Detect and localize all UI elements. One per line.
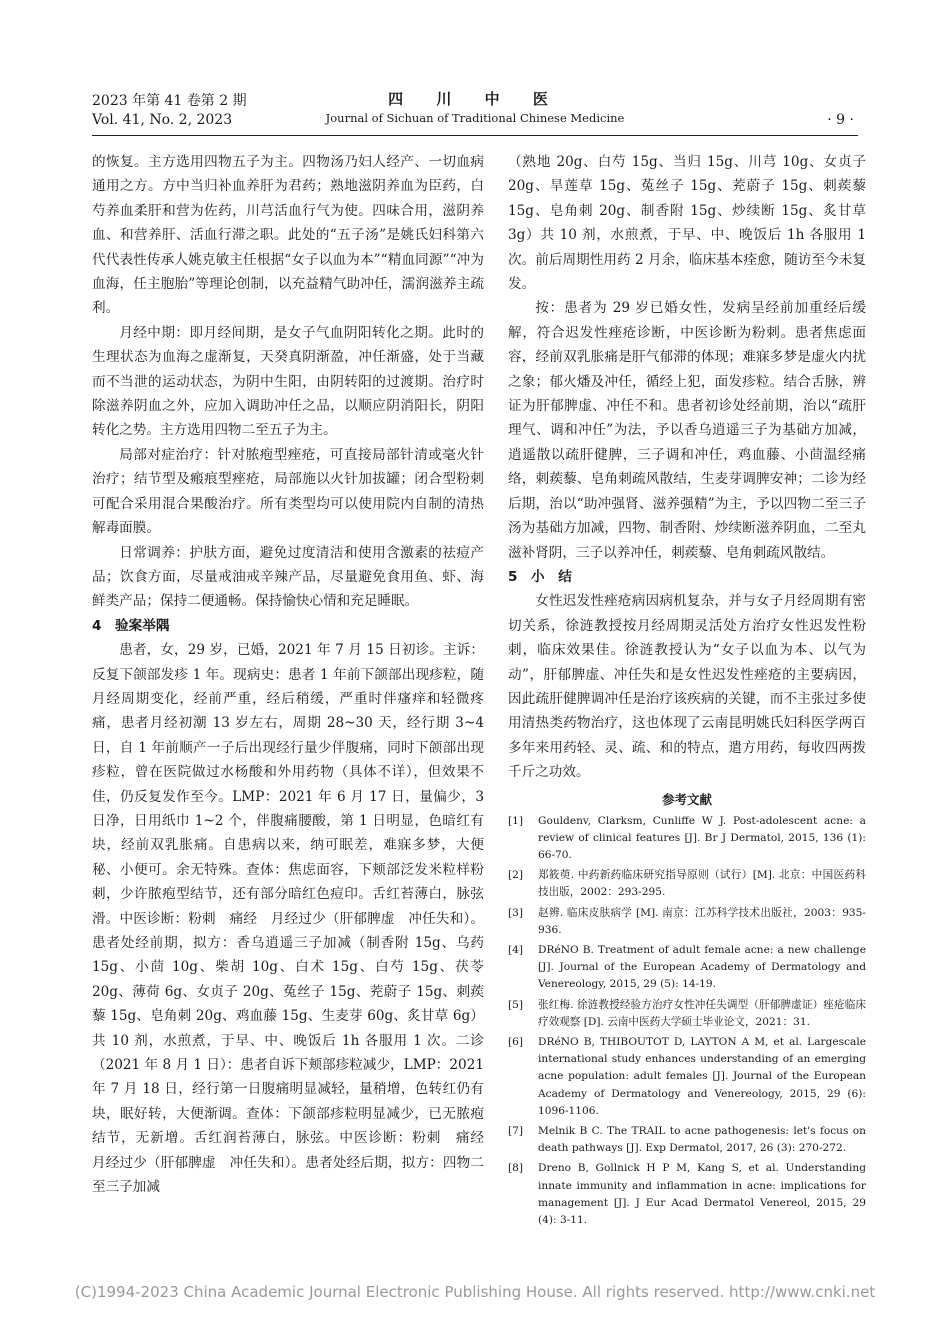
reference-item [508,867,866,901]
reference-number: [8] [508,1162,524,1175]
reference-text: Dreno B, Gollnick H P M, Kang S, et al. Understanding innate immunity and inflammation in acne: implications for management [J]. J Eur Acad Dermatol Venereol, 2015, 29 (4): 3-11. [538,1162,866,1227]
reference-item [508,813,866,865]
body-paragraph: 局部对症治疗：针对脓疱型痤疮，可直接局部针清或毫火针治疗；结节型及瘢痕型痤疮，局部施以火针加拔罐；闭合型粉刺可配合采用混合果酸治疗。所有类型均可以使用院内自制的清热解毒面膜。 [92,446,484,537]
commentary-paragraph: 按：患者为 29 岁已婚女性，发病呈经前加重经后缓解，符合迟发性痤疮诊断，中医诊断为粉刺。患者焦虑面容，经前双乳胀痛是肝气郁滞的体现；难寐多梦是虚火内扰之象；郁火燔及冲任，循经上犯，面发疹粒。结合舌脉，辨证为肝郁脾虚、冲任不和。患者初诊处经前期，治以“疏肝理气、调和冲任”为法，予以香乌逍遥三子为基础方加减，逍遥散以疏肝健脾，三子调和冲任，鸡血藤、小茴温经痛络，刺蒺藜、皂角刺疏风散结，生麦芽调脾安神；二诊为经后期，治以“助冲强肾、滋养强精”为主，予以四物二至三子汤为基础方加减，四物、制香附、炒续断滋养阴血，二至丸滋补肾阴，三子以养冲任，刺蒺藜、皂角刺疏风散结。 [508,300,866,561]
reference-item [508,997,866,1031]
reference-number: [2] [508,869,524,882]
reference-number: [1] [508,814,524,827]
body-paragraph: （熟地 20g、白芍 15g、当归 15g、川芎 10g、女贞子 20g、旱莲草 15g、菟丝子 15g、茺蔚子 15g、刺蒺藜 15g、皂角刺 20g、制香附 15g、炒续断 15g、炙甘草 3g）共 10 剂，水煎煮，于早、中、晚饭后 1h 各服用 1 次。前后周期性用药 2 月余，临床基本痊愈，随访至今未复发。 [508,154,866,293]
page-number: · 9 · [827,112,854,128]
reference-text: 张红梅. 徐涟教授经验方治疗女性冲任失调型（肝郁脾虚证）痤疮临床疗效观察 [D]. 云南中医药大学硕士毕业论文，2021：31. [538,998,866,1028]
section-heading-summary: 5 小 结 [508,568,572,585]
journal-title-en: Journal of Sichuan of Traditional Chinese Medicine [325,111,625,125]
reference-list [508,813,866,1230]
reference-number: [7] [508,1125,524,1138]
page-header [92,90,858,132]
references-heading: 参考文献 [661,791,712,807]
header-rule [92,135,858,136]
reference-item [508,1034,866,1120]
reference-number: [5] [508,998,524,1011]
reference-text: Melnik B C. The TRAIL to acne pathogenesis: let's focus on death pathways [J]. Exp Dermatol, 2017, 26 (3): 270-272. [538,1125,866,1155]
journal-title-block [92,90,858,128]
case-paragraph: 患者，女，29 岁，已婚，2021 年 7 月 15 日初诊。主诉：反复下颌部发疹 1 年。现病史：患者 1 年前下颌部出现疹粒，随月经周期变化，经前严重，经后稍缓，严重时伴瘙痒和轻微疼痛，患者月经初潮 13 岁左右，周期 28~30 天，经行期 3~4 日，自 1 年前顺产一子后出现经行量少伴腹痛，同时下颌部出现疹粒，曾在医院做过水杨酸和外用药物（具体不详），但效果不佳，仍反复发作至今。LMP：2021 年 6 月 17 日，量偏少，3 日净，日用纸巾 1~2 个，伴腹痛腰酸，第 1 日明显，色暗红有块，经前双乳胀痛。自患病以来，纳可眠差，难寐多梦，大便秘、小便可。余无特殊。查体：焦虑面容，下颊部泛发米粒样粉刺，少许脓疱型结节，还有部分暗红色痘印。舌红苔薄白，脉弦滑。中医诊断：粉刺 痛经 月经过少（肝郁脾虚 冲任失和）。患者处经前期，拟方：香乌逍遥三子加减（制香附 15g、乌药 15g、小茴 10g、柴胡 10g、白术 15g、白芍 15g、茯苓 20g、薄荷 6g、女贞子 20g、菟丝子 15g、茺蔚子 15g、刺蒺藜 15g、皂角刺 20g、鸡血藤 15g、生麦芽 60g、炙甘草 6g）共 10 剂，水煎煮，于早、中、晚饭后 1h 各服用 1 次。二诊（2021 年 8 月 1 日）：患者自诉下颊部疹粒减少，LMP：2021 年 7 月 18 日，经行第一日腹痛明显减轻，量稍增，色转红仍有块，眠好转，大便渐调。查体：下颌部疹粒明显减少，已无脓疱结节，无新增。舌红润苔薄白，脉弦。中医诊断：粉刺 痛经 月经过少（肝郁脾虚 冲任失和）。患者处经后期，拟方：四物二至三子加减 [92,642,498,1196]
body-paragraph: 月经中期：即月经间期，是女子气血阴阳转化之期。此时的生理状态为血海之虚渐复，天癸真阴渐盈，冲任渐盛，处于当藏而不当泄的运动状态，为阴中生阳，由阴转阳的过渡期。治疗时除滋养阴血之外，应加入调助冲任之品，以顺应阴消阳长，阴阳转化之势。主方选用四物二至五子为主。 [92,324,484,439]
issue-cn: 2023 年第 41 卷第 2 期 [92,93,247,109]
reference-number: [6] [508,1036,524,1048]
reference-item [508,1123,866,1157]
reference-text: 郑筱萸. 中药新药临床研究指导原则（试行）[M]. 北京：中国医药科技出版，2002：293-295. [538,869,866,899]
journal-title-cn: 四 川 中 医 [388,90,562,108]
issue-en: Vol. 41, No. 2, 2023 [92,112,233,128]
reference-item [508,942,866,994]
reference-item [508,1160,866,1229]
summary-paragraph: 女性迟发性痤疮病因病机复杂，并与女子月经周期有密切关系，徐涟教授按月经周期灵活处方治疗女性迟发性粉刺，临床效果佳。徐涟教授认为“女子以血为本、以气为动”，肝郁脾虚、冲任失和是女性迟发性痤疮的主要病因，因此疏肝健脾调冲任是治疗该疾病的关键，而不主张过多使用清热类药物治疗，这也体现了云南昆明姚氏妇科医学两百多年来用药轻、灵、疏、和的特点，遣方用药，每收四两拨千斤之功效。 [508,593,866,781]
body-paragraph: 的恢复。主方选用四物五子为主。四物汤乃妇人经产、一切血病通用之方。方中当归补血养肝为君药；熟地滋阴养血为臣药，白芍养血柔肝和营为佐药，川芎活血行气为使。四味合用，滋阴养血、和营养肝、活血行滞之职。此处的“五子汤”是姚氏妇科第六代代表性传承人姚克敏主任根据“女子以血为本”“精血同源”“冲为血海，任主胞胎”等理论创制，以充益精气助冲任，濡润滋养主疏利。 [92,154,484,317]
right-column [508,150,866,1232]
body-paragraph: 日常调养：护肤方面，避免过度清洁和使用含激素的祛痘产品；饮食方面，尽量戒油戒辛辣产品，尽量避免食用鱼、虾、海鲜类产品；保持二便通畅。保持愉快心情和充足睡眠。 [92,544,484,610]
reference-item [508,905,866,939]
reference-text: 赵辨. 临床皮肤病学 [M]. 南京：江苏科学技术出版社，2003：935-936. [538,906,866,936]
reference-number: [3] [508,906,524,919]
copyright-footer: (C)1994-2023 China Academic Journal Electronic Publishing House. All rights reserved. http://www.cnki.net [74,1283,876,1301]
section-heading-case: 4 验案举隅 [92,617,170,634]
reference-text: DRéNO B, THIBOUTOT D, LAYTON A M, et al. Largescale international study enhances understanding of an emerging acne population: adult females [J]. Journal of the European Academy of Dermatology and Venereology, 2015, 29 (6): 1096-1106. [538,1036,866,1117]
reference-number: [4] [508,943,524,956]
left-column [92,150,498,1199]
reference-text: DRéNO B. Treatment of adult female acne: a new challenge [J]. Journal of the European Academy of Dermatology and Venereology, 2015, 29 (5): 14-19. [538,943,866,991]
reference-text: Gouldenv, Clarksm, Cunliffe W J. Post-adolescent acne: a review of clinical features [J]. Br J Dermatol, 2015, 136 (1): 66-70. [538,814,866,861]
